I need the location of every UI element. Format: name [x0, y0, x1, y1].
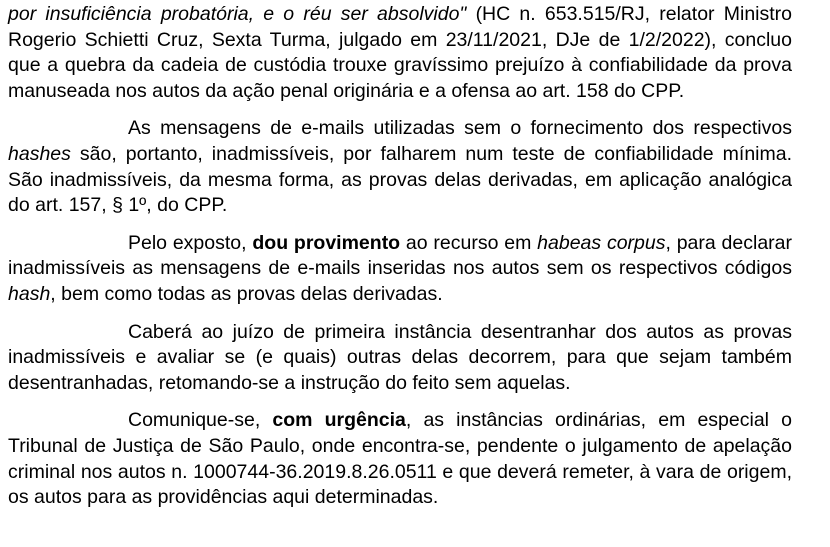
bold-run: com urgência [272, 409, 406, 432]
paragraph-lower-court-instruction [8, 320, 792, 397]
document-page [8, 2, 792, 523]
bold-run: dou provimento [252, 231, 401, 254]
paragraph-inadmissible-emails [8, 116, 792, 218]
text-run: , bem como todas as provas delas derivadas. [50, 282, 443, 305]
text-run: (HC n. 653.515/RJ, relator Ministro Rogerio Schietti Cruz, Sexta Turma, julgado em 23/11/2021, DJe de 1/2/2022), concluo que a quebra da cadeia de custódia trouxe gravíssimo prejuízo à confiabilidade da prova manuseada nos autos da ação penal originária e a ofensa ao art. 158 do CPP. [8, 3, 793, 102]
text-run: Comunique-se, [128, 409, 273, 432]
text-run: , as instâncias ordinárias, em especial o Tribunal de Justiça de São Paulo, onde encontra-se, pendente o julgamento de apelação criminal nos autos n. 1000744-36.2019.8.26.0511 e que deverá remeter, à vara de origem, os autos para as providências aqui determinadas. [8, 409, 792, 509]
italic-run: por insuficiência probatória, e o réu ser absolvido" [8, 3, 467, 25]
italic-run: hash [8, 282, 51, 305]
paragraph-ruling [8, 231, 792, 308]
text-run: ao recurso em [400, 231, 538, 254]
italic-run: habeas corpus [537, 231, 666, 254]
text-run: , para declarar inadmissíveis as mensagens de e-mails inseridas nos autos sem os respectivos códigos [8, 231, 793, 280]
text-run: Pelo exposto, [128, 231, 253, 254]
paragraph-conclusion [8, 2, 792, 104]
text-run: As mensagens de e-mails utilizadas sem o fornecimento dos respectivos [128, 117, 792, 140]
italic-run: hashes [8, 142, 71, 165]
text-run: Caberá ao juízo de primeira instância desentranhar dos autos as provas inadmissíveis e avaliar se (e quais) outras delas decorrem, para que sejam também desentranhadas, retomando-se a instrução do feito sem aquelas. [8, 320, 792, 394]
paragraph-communication [8, 408, 792, 510]
text-run: são, portanto, inadmissíveis, por falharem num teste de confiabilidade mínima. São inadmissíveis, da mesma forma, as provas delas derivadas, em aplicação analógica do art. 157, § 1º, do CPP. [8, 142, 792, 217]
